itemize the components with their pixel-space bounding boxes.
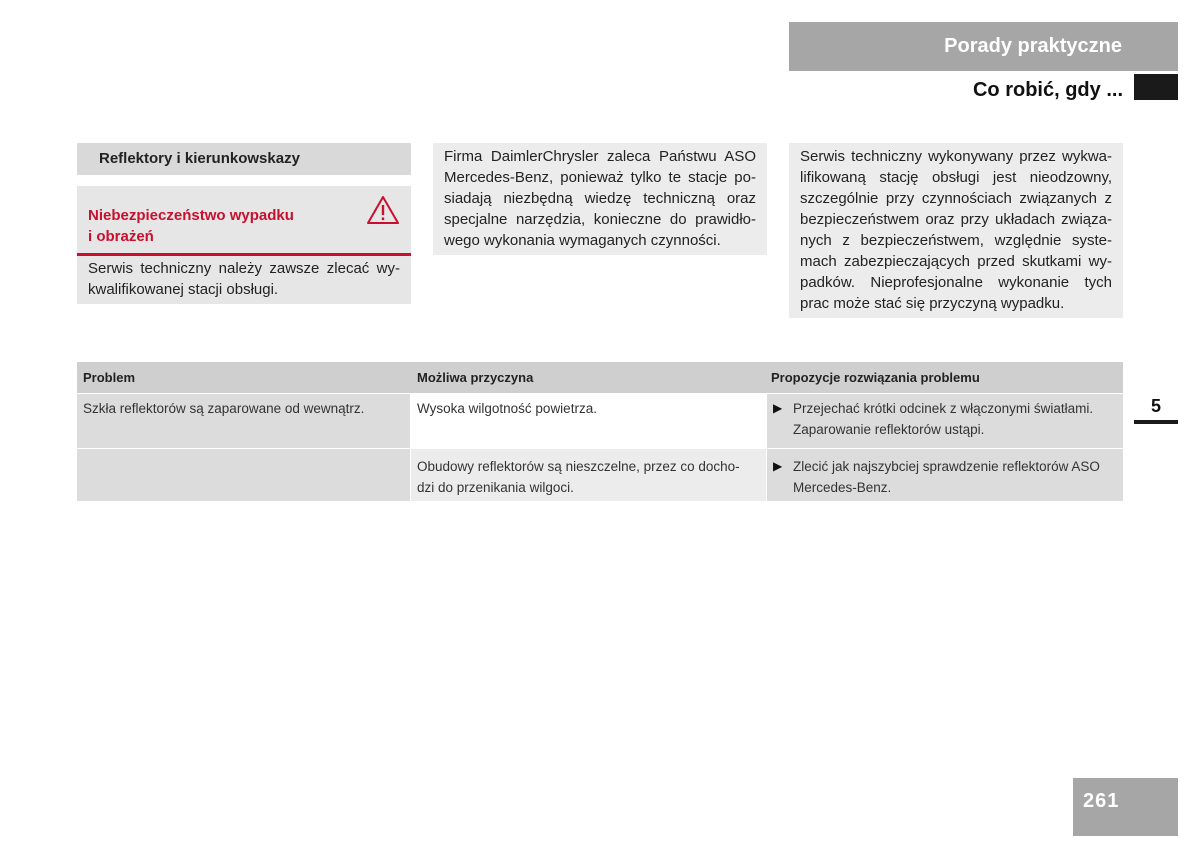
row1-solution-line1: Przejechać krótki odcinek z włączonymi światłami.	[793, 401, 1094, 416]
row1-solution	[793, 399, 1119, 440]
warning-body	[88, 258, 400, 300]
column3-text	[800, 146, 1112, 314]
column2-line: Mercedes-Benz, ponieważ tylko te stacje po-	[444, 169, 756, 186]
row2-solution	[793, 457, 1121, 498]
column2-line: wego wykonania wymaganych czynności.	[444, 232, 721, 249]
column3-line: Serwis techniczny wykonywany przez wykwa-	[800, 148, 1112, 165]
table-row	[77, 449, 410, 501]
column3-line: bezpieczeństwem oraz przy układach związa-	[800, 211, 1112, 228]
column1-heading: Reflektory i kierunkowskazy	[77, 143, 411, 175]
warning-title-line1: Niebezpieczeństwo wypadku	[88, 207, 294, 224]
subsection-title: Co robić, gdy ...	[972, 79, 1123, 101]
table-header-problem: Problem	[83, 370, 136, 385]
chapter-number: 5	[1150, 396, 1161, 416]
column3-line: mach zabezpieczających przed skutkami wy-	[800, 253, 1112, 270]
warning-title	[88, 205, 338, 247]
row2-cause-line1: Obudowy reflektorów są nieszczelne, przez co docho-	[417, 459, 740, 474]
bullet-arrow-icon: ▶	[773, 401, 783, 415]
warning-title-line2: i obrażeń	[88, 228, 154, 245]
column2-line: siadają niezbędną wiedzę techniczną oraz	[444, 190, 756, 207]
section-banner	[789, 22, 1178, 71]
row2-cause-line2: dzi do przenikania wilgoci.	[417, 479, 574, 495]
column3-line: lifikowaną stację obsługi jest nieodzowny,	[800, 169, 1112, 186]
table-header-solution: Propozycje rozwiązania problemu	[771, 370, 980, 385]
column2-line: specjalne narzędzia, konieczne do prawidło-	[444, 211, 756, 228]
row1-cause: Wysoka wilgotność powietrza.	[417, 401, 597, 416]
row1-problem: Szkła reflektorów są zaparowane od wewnątrz.	[83, 401, 365, 416]
column2-text	[444, 146, 756, 251]
column3-line: szczególnie przy czynnościach związanych z	[800, 190, 1112, 207]
warning-body-line2: kwalifikowanej stacji obsługi.	[88, 281, 279, 298]
header-marker-block	[1134, 74, 1178, 100]
row2-solution-line2: Mercedes-Benz.	[793, 479, 892, 495]
table-header-cause: Możliwa przyczyna	[417, 370, 534, 385]
column3-line: padków. Nieprofesjonalne wykonanie tych	[800, 274, 1112, 291]
row2-solution-line1: Zlecić jak najszybciej sprawdzenie reflektorów ASO	[793, 459, 1100, 474]
column3-line: prac może stać się przyczyną wypadku.	[800, 295, 1065, 312]
column3-line: nych z bezpieczeństwem, względnie syste-	[800, 232, 1112, 249]
chapter-tab-rule	[1134, 420, 1178, 424]
section-title: Porady praktyczne	[944, 35, 1122, 57]
warning-divider	[77, 253, 411, 256]
column2-line: Firma DaimlerChrysler zaleca Państwu ASO	[444, 148, 756, 165]
warning-body-line1: Serwis techniczny należy zawsze zlecać wy-	[88, 260, 400, 277]
row1-solution-line2: Zaparowanie reflektorów ustąpi.	[793, 421, 985, 437]
warning-triangle-icon	[366, 195, 400, 225]
bullet-arrow-icon: ▶	[773, 459, 783, 473]
row2-cause	[417, 457, 763, 498]
page-number: 261	[1073, 778, 1178, 836]
